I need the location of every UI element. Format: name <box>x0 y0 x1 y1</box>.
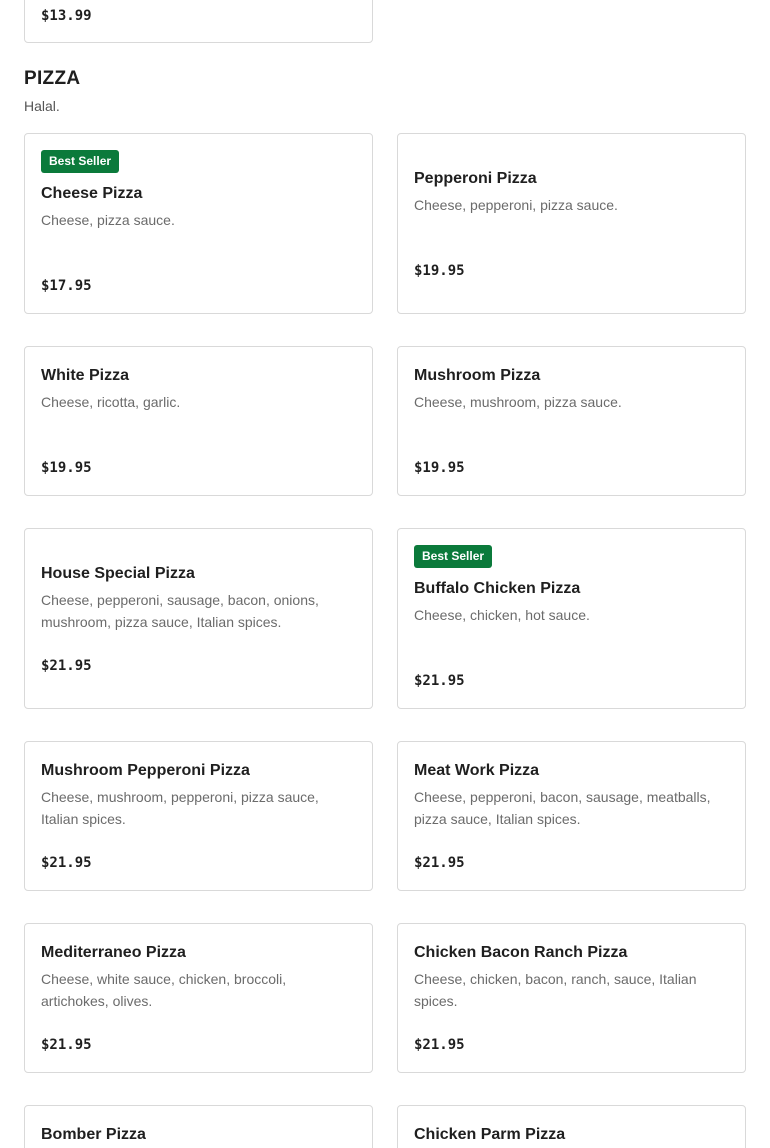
item-price: $21.95 <box>414 673 465 689</box>
item-name: Mushroom Pepperoni Pizza <box>41 762 250 779</box>
item-name: Bomber Pizza <box>41 1126 146 1143</box>
section-title: PIZZA <box>24 68 81 89</box>
item-description: Cheese, pepperoni, sausage, bacon, onions, mushroom, pizza sauce, Italian spices. <box>41 592 319 630</box>
item-description: Cheese, mushroom, pepperoni, pizza sauce, Italian spices. <box>41 789 319 827</box>
menu-item-card[interactable] <box>24 346 373 496</box>
item-name: Mediterraneo Pizza <box>41 944 186 961</box>
menu-item-card[interactable] <box>24 0 373 43</box>
item-price: $21.95 <box>414 855 465 871</box>
menu-item-card[interactable] <box>24 528 373 709</box>
item-price: $21.95 <box>41 1037 92 1053</box>
item-description: Cheese, chicken, bacon, ranch, sauce, Italian spices. <box>414 971 697 1009</box>
best-seller-badge: Best Seller <box>41 150 119 173</box>
section-subtitle: Halal. <box>24 98 60 114</box>
menu-item-card[interactable] <box>397 346 746 496</box>
item-description: Cheese, pizza sauce. <box>41 212 175 228</box>
item-name: Cheese Pizza <box>41 185 143 202</box>
item-description: Cheese, mushroom, pizza sauce. <box>414 394 622 410</box>
item-price: $21.95 <box>414 1037 465 1053</box>
item-description: Cheese, ricotta, garlic. <box>41 394 181 410</box>
item-description: Cheese, pepperoni, pizza sauce. <box>414 197 618 213</box>
item-name: House Special Pizza <box>41 565 195 582</box>
item-name: White Pizza <box>41 367 130 384</box>
item-description: Cheese, pepperoni, bacon, sausage, meatballs, pizza sauce, Italian spices. <box>414 789 711 827</box>
item-price: $13.99 <box>41 8 92 24</box>
menu-item-card[interactable] <box>24 133 373 314</box>
menu-item-card[interactable] <box>397 528 746 709</box>
menu-item-card[interactable] <box>24 1105 373 1148</box>
menu-item-card[interactable] <box>397 923 746 1073</box>
item-price: $19.95 <box>414 263 465 279</box>
item-price: $19.95 <box>41 460 92 476</box>
menu-item-card[interactable] <box>24 923 373 1073</box>
item-description: Cheese, white sauce, chicken, broccoli, artichokes, olives. <box>41 971 287 1009</box>
item-name: Chicken Parm Pizza <box>414 1126 566 1143</box>
item-name: Pepperoni Pizza <box>414 170 537 187</box>
item-name: Chicken Bacon Ranch Pizza <box>414 944 628 961</box>
menu-item-card[interactable] <box>24 741 373 891</box>
menu-item-card[interactable] <box>397 741 746 891</box>
item-name: Mushroom Pizza <box>414 367 541 384</box>
item-name: Meat Work Pizza <box>414 762 540 779</box>
item-price: $21.95 <box>41 855 92 871</box>
best-seller-badge: Best Seller <box>414 545 492 568</box>
menu-item-card[interactable] <box>397 1105 746 1148</box>
item-price: $17.95 <box>41 278 92 294</box>
menu-item-card[interactable] <box>397 133 746 314</box>
item-price: $19.95 <box>414 460 465 476</box>
item-price: $21.95 <box>41 658 92 674</box>
item-description: Cheese, chicken, hot sauce. <box>414 607 590 623</box>
item-name: Buffalo Chicken Pizza <box>414 580 581 597</box>
